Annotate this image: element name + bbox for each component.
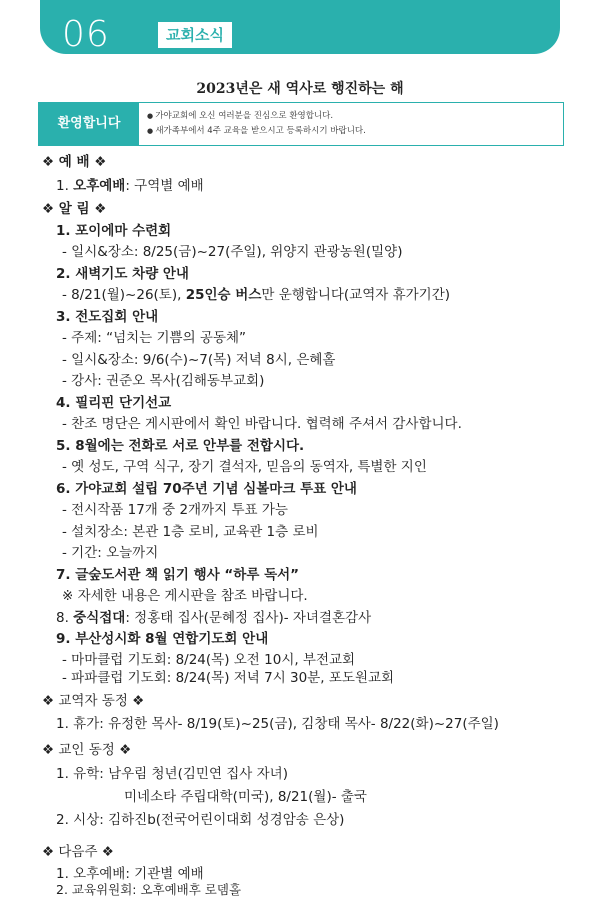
notice-3: 3. 전도집회 안내 — [56, 309, 159, 325]
notice-1-detail-1: - 일시&장소: 8/25(금)~27(주일), 위양지 관광농원(밀양) — [62, 244, 403, 260]
members-item-1-cont: 미네소타 주립대학(미국), 8/21(월)- 출국 — [124, 789, 367, 805]
section-title: 교회소식 — [158, 22, 232, 48]
notice-5-detail-1: - 옛 성도, 구역 식구, 장기 결석자, 믿음의 동역자, 특별한 지인 — [62, 459, 427, 475]
notice-6: 6. 가야교회 설립 70주년 기념 심볼마크 투표 안내 — [56, 481, 357, 497]
notice-4: 4. 필리핀 단기선교 — [56, 395, 172, 411]
notice-heading: ❖ 알 림 ❖ — [42, 201, 107, 217]
worship-item-1 — [56, 174, 204, 194]
notice-2-detail-1 — [62, 283, 450, 303]
notice-8 — [56, 606, 371, 626]
notice-3-detail-2: - 일시&장소: 9/6(수)~7(목) 저녁 8시, 은혜홀 — [62, 352, 336, 368]
notice-3-detail-1: - 주제: “넘치는 기쁨의 공동체” — [62, 330, 247, 346]
next-week-item-2: 2. 교육위원회: 오후예배후 로뎀홀 — [56, 882, 242, 897]
worship-heading: ❖ 예 배 ❖ — [42, 154, 107, 170]
notice-1: 1. 포이에마 수련회 — [56, 223, 172, 239]
worship-item-1-title: 오후예배 — [73, 178, 126, 194]
notice-9: 9. 부산성시화 8월 연합기도회 안내 — [56, 631, 269, 647]
staff-heading: ❖ 교역자 동정 ❖ — [42, 693, 145, 709]
notice-8-num: 8. — [56, 610, 74, 626]
notice-2: 2. 새벽기도 차량 안내 — [56, 266, 189, 282]
notice-8-text: : 정홍태 집사(문혜정 집사)- 자녀결혼감사 — [125, 610, 372, 626]
notice-2-dates: - 8/21(월)~26(토), — [62, 287, 186, 303]
welcome-line-2: ● 새가족부에서 4주 교육을 받으시고 등록하시기 바랍니다. — [147, 124, 366, 139]
notice-6-detail-2: - 설치장소: 본관 1층 로비, 교육관 1층 로비 — [62, 524, 319, 540]
notice-8-title: 중식접대 — [73, 610, 126, 626]
members-item-2: 2. 시상: 김하진b(전국어린이대회 성경암송 은상) — [56, 812, 345, 828]
notice-2-note: 만 운행합니다(교역자 휴가기간) — [261, 287, 451, 303]
members-heading: ❖ 교인 동정 ❖ — [42, 742, 132, 758]
worship-item-1-num: 1. — [56, 178, 74, 194]
welcome-line-1: ● 가야교회에 오신 여러분을 진심으로 환영합니다. — [147, 109, 366, 124]
notice-6-detail-3: - 기간: 오늘까지 — [62, 545, 159, 561]
notice-2-bus: 25인승 버스 — [185, 287, 262, 303]
members-item-1: 1. 유학: 남우림 청년(김민연 집사 자녀) — [56, 766, 288, 782]
notice-5: 5. 8월에는 전화로 서로 안부를 전합시다. — [56, 438, 305, 454]
notice-3-detail-3: - 강사: 권준오 목사(김해동부교회) — [62, 373, 265, 389]
staff-item-1: 1. 휴가: 유정한 목사- 8/19(토)~25(금), 김창태 목사- 8/22(화)~27(주일) — [56, 716, 499, 732]
notice-9-detail-2: - 파파클럽 기도회: 8/24(목) 저녁 7시 30분, 포도원교회 — [62, 670, 395, 686]
next-week-heading: ❖ 다음주 ❖ — [42, 844, 114, 860]
page-title: 2023년은 새 역사로 행진하는 해 — [196, 81, 404, 97]
section-number: 06 — [62, 14, 110, 55]
notice-7-detail-1: ※ 자세한 내용은 게시판을 참조 바랍니다. — [62, 588, 308, 604]
notice-4-detail-1: - 찬조 명단은 게시판에서 확인 바랍니다. 협력해 주셔서 감사합니다. — [62, 416, 462, 432]
notice-7: 7. 글숲도서관 책 읽기 행사 “하루 독서” — [56, 567, 300, 583]
notice-9-detail-1: - 마마클럽 기도회: 8/24(목) 오전 10시, 부전교회 — [62, 652, 356, 668]
welcome-label: 환영합니다 — [39, 103, 139, 145]
worship-item-1-text: : 구역별 예배 — [125, 178, 204, 194]
next-week-item-1: 1. 오후예배: 기관별 예배 — [56, 866, 204, 882]
notice-6-detail-1: - 전시작품 17개 중 2개까지 투표 가능 — [62, 502, 288, 518]
